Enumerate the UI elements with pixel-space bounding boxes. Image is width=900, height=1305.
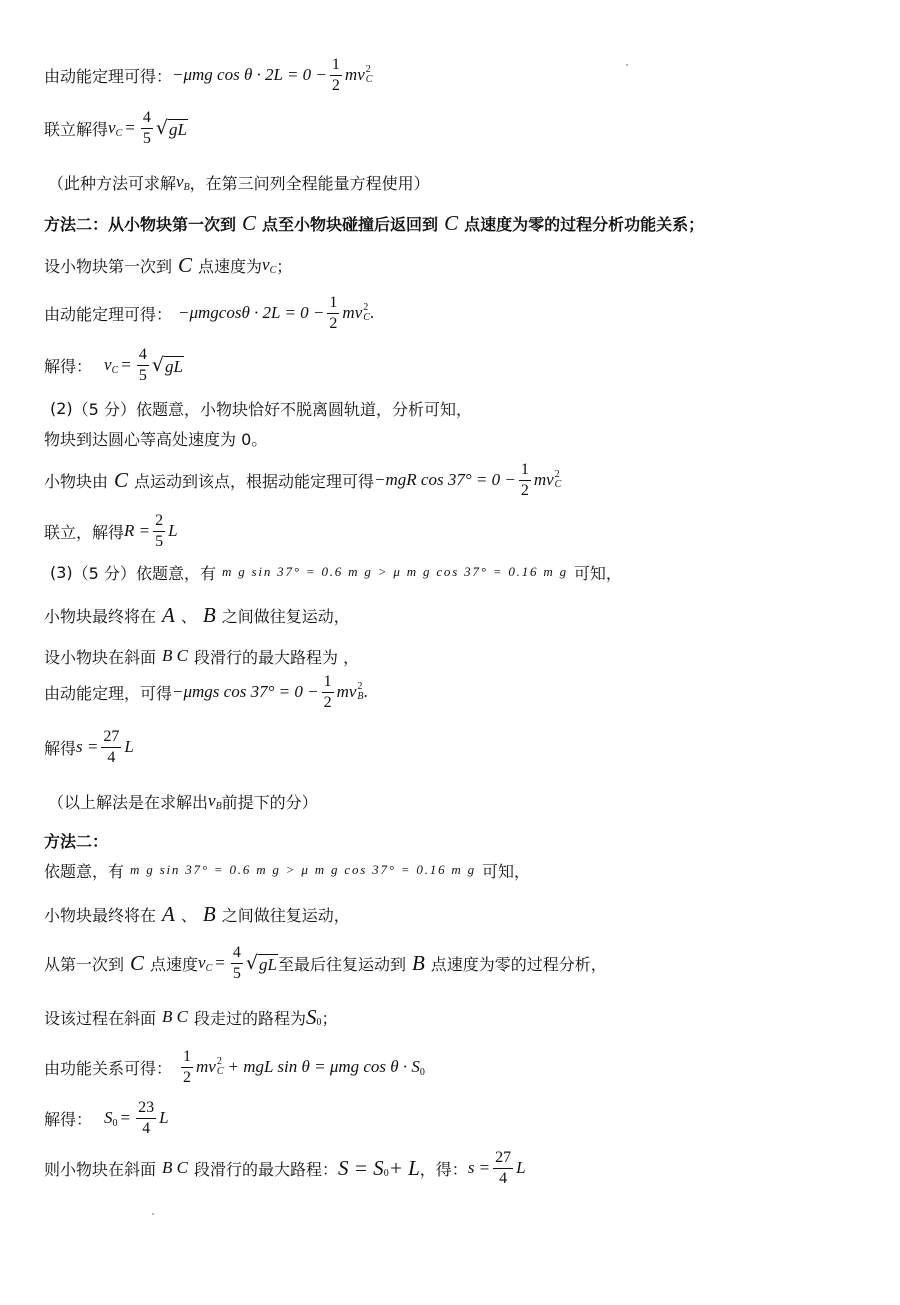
equation-s-result-2: s = $\frac{27}{4}$ L: [467, 1148, 526, 1187]
equation-total-path: S = S 0 + L: [338, 1155, 420, 1180]
equation-line-11: 联立，解得 R = $\frac{2}{5}$ L: [44, 511, 178, 550]
text-line-5: 设小物块第一次到 C 点速度为 v C ；: [44, 252, 293, 277]
equation-line-6: 由动能定理可得： −μmgcosθ · 2L = 0 − $\frac{1}{2}$ m v 2 C .: [44, 293, 375, 332]
text-line-9: 物块到达圆心等高处速度为 0。: [44, 429, 268, 449]
method-two-label: 方法二：: [44, 214, 109, 234]
text-line-22: 设该过程在斜面 B C 段走过的路程为 S 0 ；: [44, 1004, 338, 1029]
equation-line-25: 则小物块在斜面 B C 段滑行的最大路程： S = S 0 + L ，得： s = $\frac{27}{4}$ L: [44, 1148, 526, 1187]
equation-line-2: [44, 108, 188, 148]
text-line-13: 小物块最终将在 A 、 B 之间做往复运动，: [44, 602, 350, 627]
part-3-score: （5 分）: [72, 563, 136, 583]
equation-vc-3: v C = $\frac{4}{5}$ √ gL: [198, 943, 277, 982]
part-3-number: (3): [50, 562, 73, 582]
equation-line-15: 由动能定理，可得 −μmgs cos 37° = 0 − $\frac{1}{2}$ m v 2 B .: [44, 672, 368, 711]
text-line-21: 从第一次到 C 点速度 v C = $\frac{4}{5}$ √ gL 至最后往复运动到 B 点速度为零的过程分析，: [44, 943, 607, 982]
part-2-score: （5 分）: [72, 399, 136, 419]
equation-line-1: [44, 55, 372, 95]
equation-vc-2: v C = $\frac{4}{5}$ √ gL: [104, 345, 183, 384]
part-3-line: (3) （5 分） 依题意，有 m g sin 37° = 0.6 m g > μ m g cos 37° = 0.16 m g 可知，: [50, 562, 622, 583]
method-two-heading-2: 方法二：: [44, 831, 109, 851]
equation-s-result-1: s = $\frac{27}{4}$ L: [76, 727, 134, 766]
text-line-14: 设小物块在斜面 B C 段滑行的最大路程为 ，: [44, 646, 360, 667]
method-two-heading-line: 方法二： 从小物块第一次到 C 点至小物块碰撞后返回到 C 点速度为零的过程分析功能关系；: [44, 210, 705, 235]
note-line-3: （此种方法可求解 v B ，在第三问列全程能量方程使用）: [48, 172, 430, 193]
equation-kinetic-energy-1: −μmg cos θ · 2L = 0 − $\frac{1}{2}$ m v 2 C: [172, 55, 373, 94]
label-kinetic-energy-theorem-1: 由动能定理可得：: [44, 66, 173, 86]
text-line-20: 小物块最终将在 A 、 B 之间做往复运动，: [44, 901, 350, 926]
equation-line-24: 解得： S 0 = $\frac{23}{4}$ L: [44, 1098, 169, 1137]
equation-line-7: 解得： v C = $\frac{4}{5}$ √ gL: [44, 345, 183, 384]
inequality-2: m g sin 37° = 0.6 m g > μ m g cos 37° = 0.16 m g: [130, 862, 476, 877]
equation-line-16: 解得 s = $\frac{27}{4}$ L: [44, 727, 134, 766]
part-2-number: (2): [50, 398, 73, 418]
scan-dot-2: [152, 1213, 154, 1215]
scan-dot-1: [626, 64, 628, 66]
equation-s0-result: S 0 = $\frac{23}{4}$ L: [104, 1098, 169, 1137]
equation-line-10: 小物块由 C 点运动到该点，根据动能定理可得 −mgR cos 37° = 0 − $\frac{1}{2}$ m v 2 C: [44, 460, 562, 499]
text-line-19: 依题意，有 m g sin 37° = 0.6 m g > μ m g cos 37° = 0.16 m g 可知，: [44, 861, 530, 881]
equation-radius: R = $\frac{2}{5}$ L: [124, 511, 178, 550]
equation-path-energy: −μmgs cos 37° = 0 − $\frac{1}{2}$ m v 2 B .: [172, 672, 368, 711]
equation-line-23: 由功能关系可得： $\frac{1}{2}$ m v 2 C + mgL sin θ = μmg cos θ · S 0: [44, 1047, 425, 1086]
equation-function-relation: $\frac{1}{2}$ m v 2 C + mgL sin θ = μmg cos θ · S 0: [183, 1047, 425, 1086]
label-solve-1: 联立解得: [44, 119, 109, 139]
note-line-17: （以上解法是在求解出 v B 前提下的分）: [48, 791, 318, 812]
equation-energy-37: −mgR cos 37° = 0 − $\frac{1}{2}$ m v 2 C: [374, 460, 562, 499]
equation-vc-1: v C = $\frac{4}{5}$ √ gL: [108, 108, 187, 147]
part-2-line: (2) （5 分） 依题意，小物块恰好不脱离圆轨道，分析可知，: [50, 398, 472, 419]
equation-kinetic-energy-2: −μmgcosθ · 2L = 0 − $\frac{1}{2}$ m v 2 C .: [178, 293, 375, 332]
inequality-1: m g sin 37° = 0.6 m g > μ m g cos 37° = 0.16 m g: [221, 564, 568, 579]
